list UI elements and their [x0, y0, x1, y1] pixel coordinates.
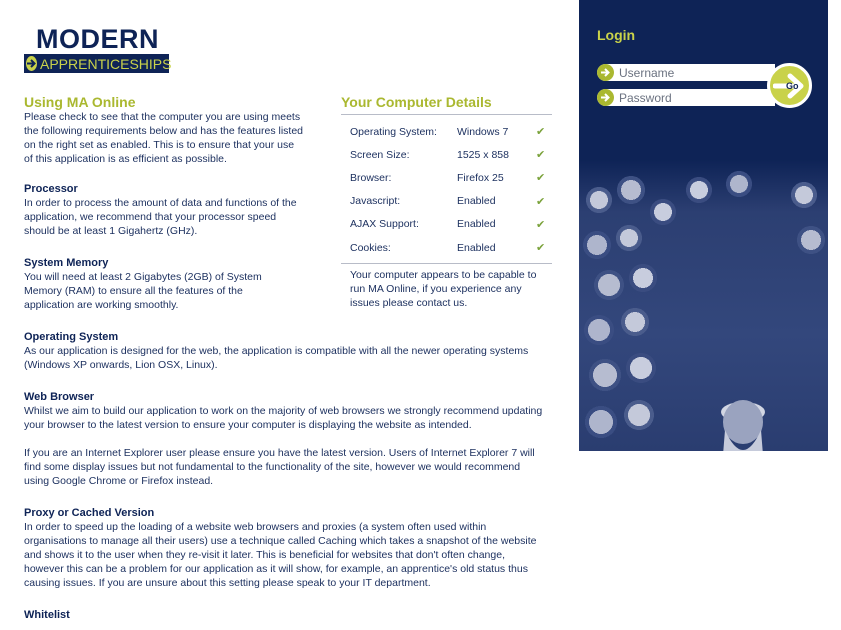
- detail-value: Enabled: [457, 218, 496, 231]
- detail-label: Browser:: [350, 171, 392, 184]
- section-title: System Memory: [24, 257, 109, 269]
- arrow-right-circle-icon: [597, 64, 614, 81]
- section-text: In order to speed up the loading of a website web browsers and proxies (a system often used within organisations to manage all their users) use a technique called Caching which takes a snapshot of the website and shows it to the user when they re-visit it later. This is beneficial for websites that don't often change, however this can be a problem for our application as it will show, for example, an apprentice's old status thus causing issues. If you are unsure about this setting please speak to your IT department.: [24, 521, 537, 589]
- detail-label: Screen Size:: [350, 148, 410, 161]
- logo-line2: APPRENTICESHIPS: [40, 55, 172, 72]
- detail-value: Enabled: [457, 195, 496, 208]
- computer-details: [341, 94, 552, 310]
- intro-text: Please check to see that the computer you are using meets the following requirements below and has the features listed on the right set as enabled. This is to ensure that your use of this application is as efficient as possible.: [24, 111, 303, 165]
- detail-value: 1525 x 858: [457, 148, 509, 161]
- section-operating-system: [24, 330, 554, 372]
- login-title: Login: [597, 27, 636, 43]
- section-title: Whitelist: [24, 609, 70, 621]
- check-icon: ✔: [536, 172, 546, 185]
- details-title: Your Computer Details: [341, 94, 552, 115]
- details-note: Your computer appears to be capable to run MA Online, if you experience any issues please contact us.: [341, 263, 552, 310]
- detail-label: AJAX Support:: [350, 218, 419, 231]
- check-icon: ✔: [536, 242, 546, 255]
- detail-row-javascript: [341, 190, 552, 213]
- detail-row-os: [341, 120, 552, 143]
- hero-photo: [579, 160, 828, 451]
- detail-label: Operating System:: [350, 125, 437, 138]
- logo-line1: MODERN: [36, 24, 159, 54]
- check-icon: ✔: [536, 149, 546, 162]
- username-input[interactable]: [614, 66, 764, 80]
- detail-value: Windows 7: [457, 125, 509, 138]
- detail-row-cookies: [341, 236, 552, 259]
- check-icon: ✔: [536, 218, 546, 231]
- section-text-2: If you are an Internet Explorer user please ensure you have the latest version. Users of Internet Explorer 7 will find some display issues but not fundamental to the functionality of the site, however we would recommend using Google Chrome or Firefox instead.: [24, 447, 535, 487]
- section-text: Whilst we aim to build our application to work on the majority of web browsers we strongly recommend updating your browser to the latest version to ensure your computer is displaying the website as intended.: [24, 405, 543, 431]
- detail-label: Javascript:: [350, 195, 401, 208]
- section-whitelist: [24, 608, 554, 622]
- detail-value: Enabled: [457, 241, 496, 254]
- arrow-right-circle-icon: [26, 56, 37, 71]
- section-title: Operating System: [24, 331, 119, 343]
- worker-figure: [691, 360, 811, 451]
- check-icon: ✔: [536, 126, 546, 139]
- login-panel: [579, 0, 828, 451]
- logo[interactable]: [24, 24, 172, 73]
- section-title: Processor: [24, 183, 78, 195]
- password-field[interactable]: [597, 89, 775, 106]
- detail-row-screen: [341, 143, 552, 166]
- go-button[interactable]: [767, 63, 812, 108]
- detail-row-browser: [341, 166, 552, 189]
- section-proxy-cache: [24, 506, 554, 590]
- username-field[interactable]: [597, 64, 775, 81]
- page-title: Using MA Online: [24, 94, 136, 110]
- section-text: As our application is designed for the web, the application is compatible with all the newer operating systems (Windows XP onwards, Lion OSX, Linux).: [24, 345, 529, 371]
- arrow-right-circle-icon: [597, 89, 614, 106]
- detail-value: Firefox 25: [457, 171, 504, 184]
- logo-banner: [24, 54, 172, 73]
- section-web-browser: [24, 390, 554, 488]
- section-title: Proxy or Cached Version: [24, 507, 155, 519]
- password-input[interactable]: [614, 91, 764, 105]
- detail-label: Cookies:: [350, 241, 391, 254]
- section-text: You will need at least 2 Gigabytes (2GB) of System Memory (RAM) to ensure all the features of the application are working smoothly.: [24, 271, 262, 311]
- section-text: In order to process the amount of data and functions of the application, we recommend that your processor speed should be at least 1 Gigahertz (GHz).: [24, 197, 297, 237]
- check-icon: ✔: [536, 195, 546, 208]
- section-title: Web Browser: [24, 391, 95, 403]
- detail-row-ajax: [341, 213, 552, 236]
- go-label: Go: [786, 81, 799, 91]
